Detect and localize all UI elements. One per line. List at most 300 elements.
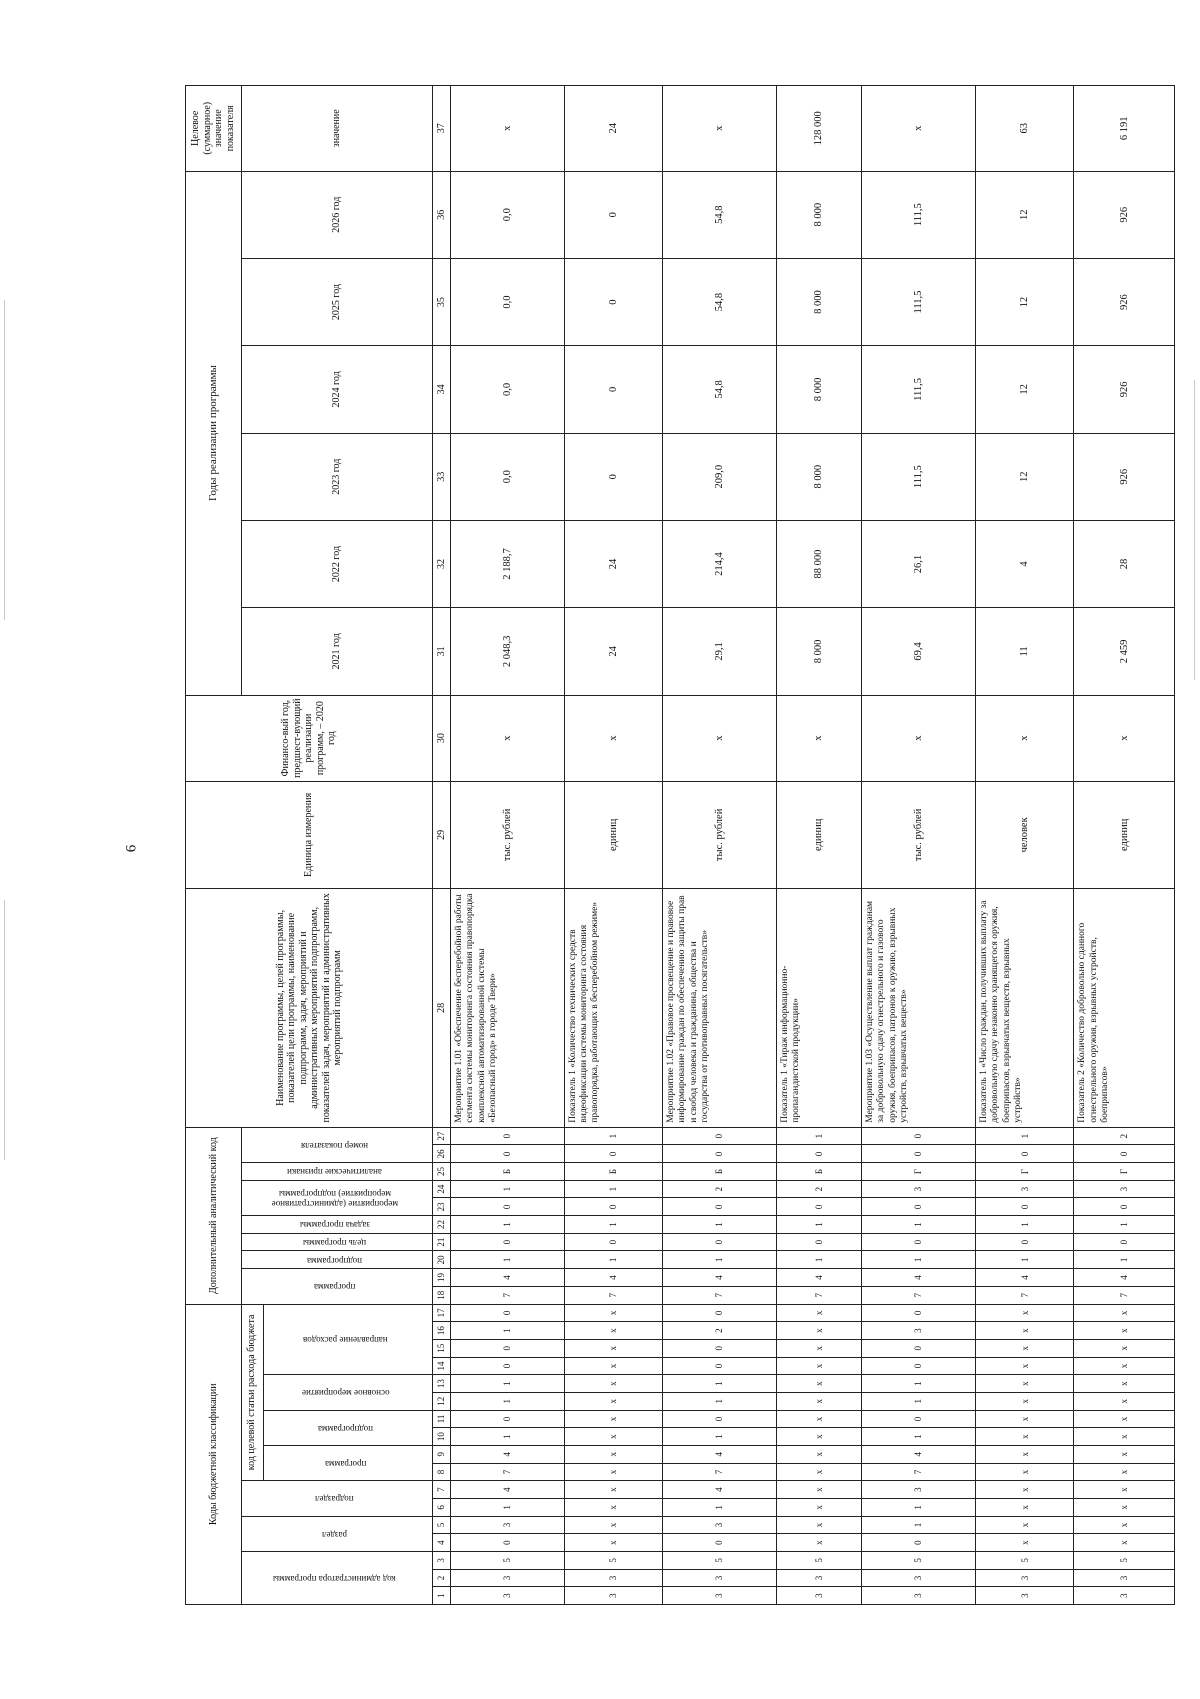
header-year-2025: 2025 год [241,258,432,345]
code-digit: 4 [662,1481,776,1499]
code-digit: 3 [975,1587,1073,1605]
code-digit: х [564,1534,662,1552]
code-digit: 3 [1074,1180,1175,1198]
column-number: 26 [433,1145,451,1163]
header-a-goal [241,1233,432,1251]
code-digit: 0 [662,1534,776,1552]
row-year-value: 54,8 [662,258,776,345]
code-digit: 0 [450,1304,564,1322]
code-digit: 3 [564,1569,662,1587]
row-name: Показатель 1 «Тираж информационно-пропагандистской продукции» [776,888,861,1127]
row-name: Показатель 1 «Число граждан, получивших выплату за добровольную сдачу незаконно хранящегося оружия, боеприпасов, взрывчатых веществ, взрывных устройств» [975,888,1073,1127]
code-digit: 1 [450,1216,564,1234]
code-digit: х [564,1410,662,1428]
code-digit: 5 [450,1551,564,1569]
code-digit: х [1074,1392,1175,1410]
row-year-value: 28 [1074,520,1175,607]
code-digit: 3 [862,1322,976,1340]
code-digit: х [564,1375,662,1393]
row-unit: единиц [564,781,662,888]
code-digit: 0 [450,1410,564,1428]
column-number: 2 [433,1569,451,1587]
column-number: 32 [433,520,451,607]
header-target-value: значение [241,86,432,172]
code-digit: 1 [450,1180,564,1198]
header-kcsr-main-text: основное мероприятие [301,1388,390,1399]
code-digit: 1 [450,1498,564,1516]
column-number: 9 [433,1445,451,1463]
code-digit: 0 [862,1198,976,1216]
code-digit: 5 [1074,1551,1175,1569]
code-digit: 1 [564,1180,662,1198]
column-number: 13 [433,1375,451,1393]
row-prev-year: х [662,695,776,781]
code-digit: 4 [776,1269,861,1287]
code-digit: 5 [776,1551,861,1569]
code-digit: х [975,1534,1073,1552]
column-number: 11 [433,1410,451,1428]
code-digit: 3 [975,1569,1073,1587]
code-digit: 5 [862,1551,976,1569]
column-number: 27 [433,1127,451,1145]
column-number: 15 [433,1339,451,1357]
code-digit: х [776,1534,861,1552]
row-year-value: 88 000 [776,520,861,607]
header-a-analytic [241,1163,432,1181]
column-number: 33 [433,433,451,520]
column-number: 12 [433,1392,451,1410]
scan-edge-mark [4,900,5,1160]
code-digit: 0 [662,1357,776,1375]
code-digit: 3 [662,1587,776,1605]
code-digit: 0 [1074,1233,1175,1251]
row-year-value: 2 048,3 [450,608,564,695]
column-number: 14 [433,1357,451,1375]
code-digit: х [975,1445,1073,1463]
row-year-value: 2 459 [1074,608,1175,695]
row-unit: тыс. рублей [862,781,976,888]
code-digit: 1 [862,1392,976,1410]
code-digit: 2 [1074,1127,1175,1145]
row-year-value: 209,0 [662,433,776,520]
header-add-code: Дополнительный аналитический код [186,1127,242,1304]
code-digit: х [776,1410,861,1428]
table-row [776,86,861,1605]
code-digit: 5 [662,1551,776,1569]
code-digit: 4 [450,1269,564,1287]
row-year-value: 926 [1074,258,1175,345]
header-year-2026: 2026 год [241,171,432,258]
column-number: 28 [433,888,451,1127]
code-digit: 3 [1074,1587,1175,1605]
header-kcsr: код целевой статьи расхода бюджета [241,1304,263,1481]
header-a-goal-text: цель программы [302,1238,367,1249]
row-year-value: 12 [975,346,1073,433]
row-year-value: 8 000 [776,258,861,345]
code-digit: 0 [862,1145,976,1163]
code-digit: х [776,1339,861,1357]
code-digit: 0 [1074,1145,1175,1163]
column-number: 37 [433,86,451,172]
code-digit: х [564,1322,662,1340]
code-digit: х [776,1375,861,1393]
code-digit: 4 [1074,1269,1175,1287]
header-year-2024: 2024 год [241,346,432,433]
code-digit: 0 [662,1304,776,1322]
code-digit: 1 [862,1216,976,1234]
code-digit: х [564,1304,662,1322]
code-digit: 0 [862,1127,976,1145]
column-number: 29 [433,781,451,888]
code-digit: 0 [776,1198,861,1216]
code-digit: 3 [776,1587,861,1605]
row-year-value: 24 [564,608,662,695]
header-kcsr-main [263,1375,433,1410]
code-digit: х [564,1357,662,1375]
code-digit: 1 [862,1498,976,1516]
column-number: 36 [433,171,451,258]
header-a-program [241,1269,432,1304]
code-digit: 3 [862,1481,976,1499]
row-name: Мероприятие 1.02 «Правовое просвещение и правовое информирование граждан по обеспечению защиты прав и свобод человека и гражданина, общества и государства от противоправных посягательств» [662,888,776,1127]
code-digit: х [975,1339,1073,1357]
row-year-value: 926 [1074,433,1175,520]
code-digit: х [776,1304,861,1322]
row-year-value: 2 188,7 [450,520,564,607]
row-year-value: 69,4 [862,608,976,695]
code-digit: х [975,1375,1073,1393]
code-digit: 4 [662,1445,776,1463]
code-digit: х [776,1428,861,1446]
code-digit: х [776,1322,861,1340]
code-digit: 0 [662,1233,776,1251]
row-target-value: 24 [564,86,662,172]
code-digit: 4 [450,1445,564,1463]
code-digit: 0 [450,1198,564,1216]
header-admin-code-text: код администратора программы [273,1573,396,1584]
row-prev-year: х [776,695,861,781]
header-razdel-text: раздел [322,1529,347,1540]
code-digit: 3 [776,1569,861,1587]
row-year-value: 0,0 [450,258,564,345]
header-year-2022: 2022 год [241,520,432,607]
code-digit: 0 [662,1339,776,1357]
code-digit: 1 [450,1322,564,1340]
code-digit: Б [450,1163,564,1181]
table-row [662,86,776,1605]
row-year-value: 8 000 [776,171,861,258]
row-year-value: 111,5 [862,258,976,345]
code-digit: 4 [662,1269,776,1287]
code-digit: Б [564,1163,662,1181]
code-digit: 2 [662,1180,776,1198]
code-digit: 4 [975,1269,1073,1287]
code-digit: 1 [564,1127,662,1145]
code-digit: 0 [862,1357,976,1375]
header-years-group: Годы реализации программы [186,171,242,695]
code-digit: х [776,1481,861,1499]
row-name: Показатель 2 «Количество добровольно сданного огнестрельного оружия, взрывных устройств, боеприпасов» [1074,888,1175,1127]
code-digit: 2 [662,1322,776,1340]
row-year-value: 926 [1074,346,1175,433]
code-digit: 1 [450,1428,564,1446]
code-digit: 0 [862,1534,976,1552]
code-digit: х [1074,1357,1175,1375]
code-digit: 0 [862,1233,976,1251]
row-year-value: 12 [975,433,1073,520]
header-target-group: Целевое (суммарное) значение показателя [186,86,242,172]
code-digit: х [564,1498,662,1516]
header-a-subprogram-text: подпрограмма [307,1255,362,1266]
table-row [450,86,564,1605]
column-number: 25 [433,1163,451,1181]
code-digit: 4 [862,1445,976,1463]
code-digit: 7 [662,1286,776,1304]
code-digit: х [1074,1375,1175,1393]
row-name: Мероприятие 1.01 «Обеспечение бесперебойной работы сегмента системы мониторинга состояния правопорядка комплексной автоматизированной системы «Безопасный город» в городе Твери» [450,888,564,1127]
code-digit: 4 [564,1269,662,1287]
code-digit: х [975,1304,1073,1322]
code-digit: 0 [564,1145,662,1163]
code-digit: 3 [862,1587,976,1605]
column-number: 23 [433,1198,451,1216]
row-name: Показатель 1 «Количество технических средств видеофиксации системы мониторинга состояния правопорядка, работающих в бесперебойном режиме» [564,888,662,1127]
code-digit: 0 [1074,1198,1175,1216]
row-year-value: 8 000 [776,346,861,433]
code-digit: Г [975,1163,1073,1181]
row-year-value: 26,1 [862,520,976,607]
row-year-value: 24 [564,520,662,607]
code-digit: 1 [776,1251,861,1269]
code-digit: 1 [450,1375,564,1393]
header-kcsr-direction-text: направление расходов [303,1335,388,1346]
row-target-value: 63 [975,86,1073,172]
code-digit: х [1074,1445,1175,1463]
code-digit: х [975,1481,1073,1499]
code-digit: х [1074,1428,1175,1446]
code-digit: х [975,1463,1073,1481]
row-year-value: 12 [975,171,1073,258]
row-prev-year: х [564,695,662,781]
code-digit: 7 [662,1463,776,1481]
code-digit: 3 [662,1569,776,1587]
code-digit: 1 [862,1428,976,1446]
header-a-indicator [241,1127,432,1162]
code-digit: 5 [975,1551,1073,1569]
header-bk-codes: Коды бюджетной классификации [186,1304,242,1604]
row-year-value: 4 [975,520,1073,607]
column-number: 19 [433,1269,451,1287]
code-digit: Б [662,1163,776,1181]
code-digit: 3 [862,1569,976,1587]
code-digit: 0 [450,1534,564,1552]
row-year-value: 54,8 [662,171,776,258]
code-digit: х [1074,1481,1175,1499]
code-digit: х [564,1428,662,1446]
code-digit: 3 [862,1180,976,1198]
table-row [975,86,1073,1605]
table-row [564,86,662,1605]
column-number: 5 [433,1516,451,1534]
code-digit: 7 [1074,1286,1175,1304]
row-year-value: 8 000 [776,608,861,695]
code-digit: 0 [862,1339,976,1357]
code-digit: 1 [662,1251,776,1269]
code-digit: 0 [862,1410,976,1428]
row-year-value: 54,8 [662,346,776,433]
row-name: Мероприятие 1.03 «Осуществление выплат гражданам за добровольную сдачу огнестрельного и газового оружия, боеприпасов, патронов к оружию, взрывных устройств, взрывчатых веществ» [862,888,976,1127]
code-digit: 0 [662,1127,776,1145]
code-digit: 1 [862,1516,976,1534]
code-digit: х [1074,1304,1175,1322]
header-a-task [241,1216,432,1234]
header-unit-col: Единица измерения [186,781,433,888]
row-prev-year: х [1074,695,1175,781]
row-year-value: 0 [564,433,662,520]
table-row [1074,86,1175,1605]
header-podrazdel-text: подраздел [315,1494,354,1505]
row-target-value: х [450,86,564,172]
code-digit: х [975,1428,1073,1446]
column-number: 20 [433,1251,451,1269]
row-prev-year: х [450,695,564,781]
code-digit: х [564,1392,662,1410]
code-digit: 2 [776,1180,861,1198]
code-digit: х [564,1463,662,1481]
code-digit: х [975,1410,1073,1428]
row-year-value: 0,0 [450,346,564,433]
header-name-col: Наименование программы, целей программы, показателей цели программы, наименование подпрограмм, задач, мероприятий и административных мероприятий подпрограмм, показателей задач, мероприятий и административных мероприятий подпрограмм [186,888,433,1127]
code-digit: 1 [662,1498,776,1516]
header-admin-code [241,1551,432,1604]
column-number: 7 [433,1481,451,1499]
row-target-value: 128 000 [776,86,861,172]
code-digit: х [975,1392,1073,1410]
code-digit: 0 [975,1145,1073,1163]
code-digit: х [1074,1516,1175,1534]
row-year-value: 8 000 [776,433,861,520]
code-digit: 0 [450,1233,564,1251]
row-prev-year: х [975,695,1073,781]
header-kcsr-subprogram [263,1410,433,1445]
header-kcsr-program-text: программа [324,1459,367,1470]
code-digit: 1 [776,1216,861,1234]
column-number: 18 [433,1286,451,1304]
code-digit: 0 [450,1127,564,1145]
row-target-value: 6 191 [1074,86,1175,172]
code-digit: х [1074,1410,1175,1428]
code-digit: 1 [662,1428,776,1446]
page-number: 6 [123,844,140,853]
row-unit: тыс. рублей [450,781,564,888]
header-a-task-text: задача программы [299,1220,370,1231]
header-a-event [241,1180,432,1215]
code-digit: 7 [450,1463,564,1481]
row-prev-year: х [862,695,976,781]
header-year-2023: 2023 год [241,433,432,520]
row-year-value: 12 [975,258,1073,345]
header-a-event-text: мероприятие (административное мероприятие) подпрограммы [271,1188,398,1209]
code-digit: х [776,1516,861,1534]
code-digit: 1 [975,1251,1073,1269]
row-year-value: 926 [1074,171,1175,258]
code-digit: х [1074,1498,1175,1516]
column-number: 3 [433,1551,451,1569]
code-digit: х [1074,1463,1175,1481]
code-digit: 1 [975,1216,1073,1234]
code-digit: 7 [975,1286,1073,1304]
column-number-row [433,86,451,1605]
header-razdel [241,1516,432,1551]
column-number: 24 [433,1180,451,1198]
header-year-2021: 2021 год [241,608,432,695]
code-digit: 1 [1074,1216,1175,1234]
code-digit: 1 [776,1127,861,1145]
code-digit: 1 [662,1375,776,1393]
row-year-value: 111,5 [862,346,976,433]
column-number: 30 [433,695,451,781]
row-year-value: 11 [975,608,1073,695]
scan-edge-mark [1194,380,1195,680]
code-digit: 3 [564,1587,662,1605]
row-unit: тыс. рублей [662,781,776,888]
header-podrazdel [241,1481,432,1516]
code-digit: 0 [776,1233,861,1251]
row-year-value: 0 [564,346,662,433]
row-target-value: х [662,86,776,172]
code-digit: 0 [975,1233,1073,1251]
row-year-value: 29,1 [662,608,776,695]
code-digit: х [564,1516,662,1534]
code-digit: 7 [564,1286,662,1304]
code-digit: х [776,1498,861,1516]
column-number: 17 [433,1304,451,1322]
code-digit: 7 [776,1286,861,1304]
column-number: 10 [433,1428,451,1446]
code-digit: х [564,1445,662,1463]
column-number: 16 [433,1322,451,1340]
code-digit: 3 [450,1516,564,1534]
code-digit: 3 [450,1569,564,1587]
row-unit: человек [975,781,1073,888]
code-digit: х [776,1445,861,1463]
code-digit: х [975,1322,1073,1340]
code-digit: х [564,1339,662,1357]
row-year-value: 0 [564,258,662,345]
row-target-value: х [862,86,976,172]
column-number: 1 [433,1587,451,1605]
table-row [862,86,976,1605]
row-year-value: 0,0 [450,171,564,258]
code-digit: 1 [862,1375,976,1393]
program-table [185,85,1175,1605]
column-number: 22 [433,1216,451,1234]
code-digit: 3 [662,1516,776,1534]
code-digit: Б [776,1163,861,1181]
code-digit: 7 [862,1286,976,1304]
header-a-indicator-text: номер показателя [300,1140,368,1151]
code-digit: 1 [450,1392,564,1410]
code-digit: 0 [450,1357,564,1375]
row-year-value: 111,5 [862,433,976,520]
code-digit: х [776,1392,861,1410]
code-digit: 0 [975,1198,1073,1216]
code-digit: Г [1074,1163,1175,1181]
code-digit: 0 [776,1145,861,1163]
code-digit: 1 [862,1251,976,1269]
code-digit: 3 [1074,1569,1175,1587]
header-kcsr-subprogram-text: подпрограмма [317,1423,373,1434]
